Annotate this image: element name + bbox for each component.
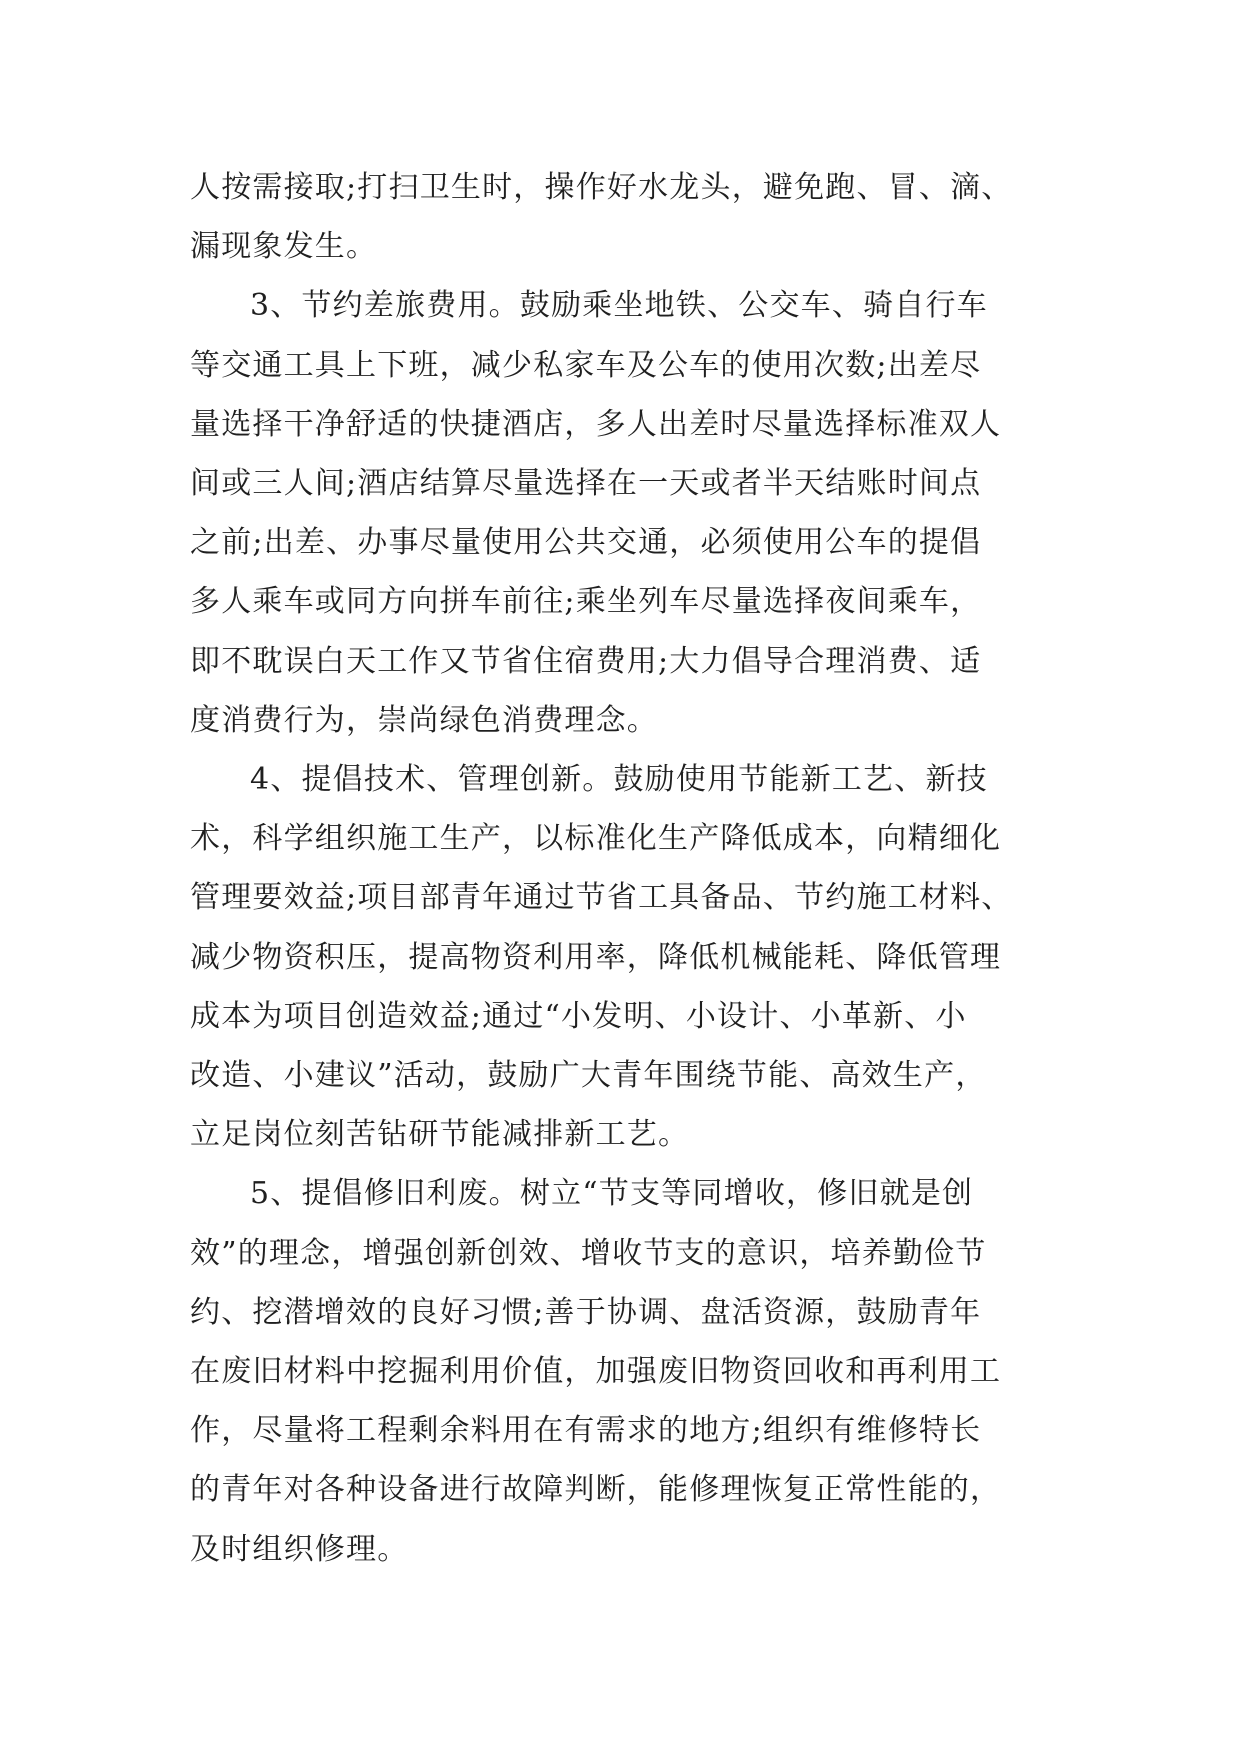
text-line: 及时组织修理。 xyxy=(190,1531,409,1567)
text-line: 改造、小建议”活动，鼓励广大青年围绕节能、高效生产， xyxy=(190,1058,987,1094)
text-line: 成本为项目创造效益;通过“小发明、小设计、小革新、小 xyxy=(190,998,967,1034)
text-line: 量选择干净舒适的快捷酒店，多人出差时尽量选择标准双人 xyxy=(190,406,1002,442)
text-line: 作，尽量将工程剩余料用在有需求的地方;组织有维修特长 xyxy=(190,1413,982,1449)
text-line: 多人乘车或同方向拼车前往;乘坐列车尽量选择夜间乘车， xyxy=(190,584,982,620)
text-line: 减少物资积压，提高物资利用率，降低机械能耗、降低管理 xyxy=(190,939,1002,975)
text-line: 立足岗位刻苦钻研节能减排新工艺。 xyxy=(190,1117,690,1153)
text-line: 约、挖潜增效的良好习惯;善于协调、盘活资源，鼓励青年 xyxy=(190,1294,982,1330)
text-line: 度消费行为，崇尚绿色消费理念。 xyxy=(190,702,658,738)
text-line: 人按需接取;打扫卫生时，操作好水龙头，避免跑、冒、滴、 xyxy=(190,170,1013,205)
text-line: 的青年对各种设备进行故障判断，能修理恢复正常性能的， xyxy=(190,1472,1002,1508)
document-body xyxy=(190,158,1070,1579)
text-line: 术，科学组织施工生产，以标准化生产降低成本，向精细化 xyxy=(190,821,1002,857)
text-line: 效”的理念，增强创新创效、增收节支的意识，培养勤俭节 xyxy=(190,1235,987,1271)
text-line: 之前;出差、办事尽量使用公共交通，必须使用公车的提倡 xyxy=(190,525,982,561)
paragraph-heading-line: 4、提倡技术、管理创新。鼓励使用节能新工艺、新技 xyxy=(250,762,988,798)
text-line: 等交通工具上下班，减少私家车及公车的使用次数;出差尽 xyxy=(190,347,982,383)
paragraph-heading-line: 3、节约差旅费用。鼓励乘坐地铁、公交车、骑自行车 xyxy=(250,288,988,324)
text-line: 在废旧材料中挖掘利用价值，加强废旧物资回收和再利用工 xyxy=(190,1354,1002,1390)
text-line: 管理要效益;项目部青年通过节省工具备品、节约施工材料、 xyxy=(190,880,1013,916)
text-line: 间或三人间;酒店结算尽量选择在一天或者半天结账时间点 xyxy=(190,466,982,502)
text-line: 即不耽误白天工作又节省住宿费用;大力倡导合理消费、适 xyxy=(190,643,982,679)
text-line: 漏现象发生。 xyxy=(190,229,378,265)
paragraph-heading-line: 5、提倡修旧利废。树立“节支等同增收，修旧就是创 xyxy=(250,1176,974,1212)
